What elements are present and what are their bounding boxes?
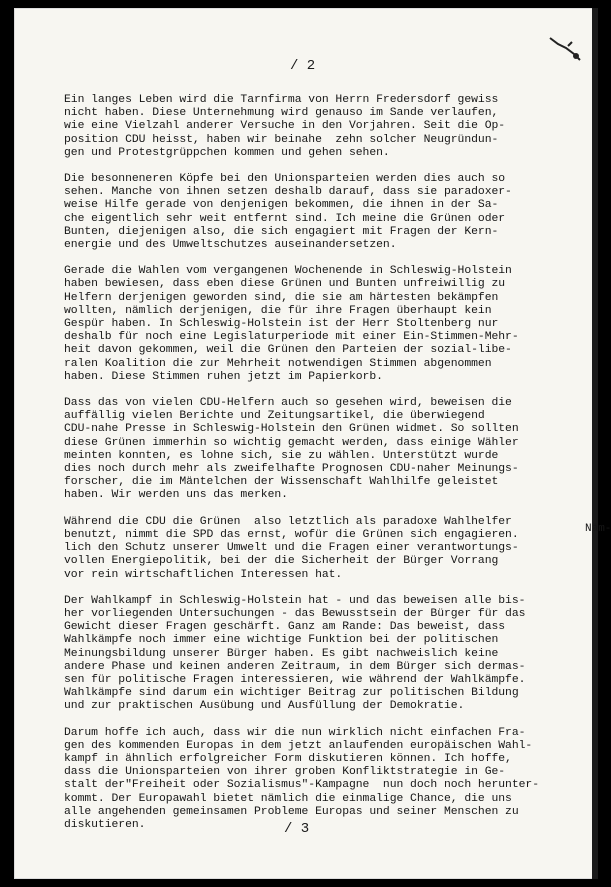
text-line: kommt. Der Europawahl bietet nämlich die einmalige Chance, die uns xyxy=(64,792,512,805)
text-line: kampf in ähnlich erfolgreicher Form diskutieren können. Ich hoffe, xyxy=(64,752,512,765)
text-line: haben. Diese Stimmen ruhen jetzt im Papierkorb. xyxy=(64,370,383,383)
text-line: Wahlkämpfe noch immer eine wichtige Funktion bei der politischen xyxy=(64,634,499,647)
pen-mark-icon xyxy=(544,32,584,68)
text-line: andere Phase und keinen anderen Zeitraum, in dem Bürger sich dermas- xyxy=(64,660,526,673)
text-line: gen des kommenden Europas in dem jetzt anlaufenden europäischen Wahl- xyxy=(64,739,533,752)
text-line: diese Grünen immerhin so wichtig gemacht werden, dass einige Wähler xyxy=(64,436,519,449)
text-line: Während die CDU die Grünen also letztlich als paradoxe Wahlhelfer xyxy=(64,515,512,528)
page-number-bottom: / 3 xyxy=(284,821,310,837)
text-line: che eigentlich sehr weit entfernt sind. Ich meine die Grünen oder xyxy=(64,212,506,225)
paragraph xyxy=(64,727,586,833)
text-line: stalt der"Freiheit oder Sozialismus"-Kampagne nun doch noch herunter- xyxy=(64,779,539,792)
text-line: nicht haben. Diese Unternehmung wird genauso im Sande verlaufen, xyxy=(64,107,499,120)
text-line: dies noch durch mehr als zweifelhafte Prognosen CDU-naher Meinungs- xyxy=(64,463,519,476)
text-line: meinten konnten, es lohne sich, sie zu wählen. Unterstützt wurde xyxy=(64,449,499,462)
text-line: alle angehenden gemeinsamen Probleme Europas und seiner Menschen zu xyxy=(64,805,519,818)
text-line: Darum hoffe ich auch, dass wir die nun wirklich nicht einfachen Fra- xyxy=(64,726,526,739)
text-line: benutzt, nimmt die SPD das ernst, wofür die Grünen sich engagieren. xyxy=(64,528,519,541)
text-line: wollten, nämlich derjenigen, die für ihre Fragen überhaupt kein xyxy=(64,304,492,317)
text-line: forscher, die im Mäntelchen der Wissenschaft Wahlhilfe geleistet xyxy=(64,476,499,489)
text-line: gen und Protestgrüppchen kommen und gehen sehen. xyxy=(64,146,390,159)
text-line: Dass das von vielen CDU-Helfern auch so gesehen wird, beweisen die xyxy=(64,397,512,410)
text-line: sen für politische Fragen interessieren, wie während der Wahlkämpfe. xyxy=(64,673,526,686)
paragraph xyxy=(64,94,586,160)
text-line: haben. Wir werden uns das merken. xyxy=(64,489,288,502)
paragraph xyxy=(64,173,586,252)
page-number-top: / 2 xyxy=(290,58,316,74)
paragraph xyxy=(64,397,586,503)
text-line: Bunten, diejenigen also, die sich engagiert mit Fragen der Kern- xyxy=(64,225,499,238)
text-line: Die besonneneren Köpfe bei den Unionsparteien werden dies auch so xyxy=(64,173,506,186)
text-line: ralen Koalition die zur Mehrheit notwendigen Stimmen abgenommen xyxy=(64,357,492,370)
text-line: Der Wahlkampf in Schleswig-Holstein hat - und das beweisen alle bis- xyxy=(64,594,526,607)
text-line: wie eine Vielzahl anderer Versuche in den Vorjahren. Seit die Op- xyxy=(64,120,506,133)
text-line: Wahlkämpfe sind darum ein wichtiger Beitrag zur politischen Bildung xyxy=(64,687,519,700)
text-line: auffällig vielen Berichte und Zeitungsartikel, die überwiegend xyxy=(64,410,485,423)
text-line: deshalb für noch eine Legislaturperiode mit einer Ein-Stimmen-Mehr- xyxy=(64,331,519,344)
text-line: vor rein wirtschaftlichen Interessen hat. xyxy=(64,568,343,581)
text-line: Gewicht dieser Fragen geschärft. Ganz am Rande: Das beweist, dass xyxy=(64,621,506,634)
text-line: diskutieren. xyxy=(64,818,146,831)
text-line: energie und des Umweltschutzes auseinandersetzen. xyxy=(64,239,397,252)
text-line: position CDU heisst, haben wir beinahe zehn solcher Neugründun- xyxy=(64,133,499,146)
text-line: Helfern derjenigen geworden sind, die sie am härtesten bekämpfen xyxy=(64,291,499,304)
text-line: lich den Schutz unserer Umwelt und die Fragen einer verantwortungs- xyxy=(64,542,519,555)
paragraph xyxy=(64,595,586,714)
text-line: weise Hilfe gerade von denjenigen bekommen, die ihnen in der Sa- xyxy=(64,199,499,212)
text-line: her vorliegenden Untersuchungen - das Bewusstsein der Bürger für das xyxy=(64,607,526,620)
text-line: Meinungsbildung unserer Bürger haben. Es gibt nachweislich keine xyxy=(64,647,499,660)
text-line: vollen Energiepolitik, bei der die Sicherheit der Bürger Vorrang xyxy=(64,555,499,568)
text-line: dass die Unionsparteien von ihrer groben Konfliktstrategie in Ge- xyxy=(64,766,506,779)
paragraph xyxy=(64,265,586,384)
page-edge-shadow xyxy=(592,8,598,879)
text-line: haben bewiesen, dass eben diese Grünen und Bunten unfreiwillig zu xyxy=(64,278,506,291)
text-line: Gespür haben. In Schleswig-Holstein ist der Herr Stoltenberg nur xyxy=(64,318,499,331)
text-line: sehen. Manche von ihnen setzen deshalb darauf, dass sie paradoxer- xyxy=(64,186,512,199)
text-line: Ein langes Leben wird die Tarnfirma von Herrn Fredersdorf gewiss xyxy=(64,94,499,106)
margin-overflow-text: Näm- xyxy=(585,523,611,535)
text-line: CDU-nahe Presse in Schleswig-Holstein den Grünen widmet. So sollten xyxy=(64,423,519,436)
paragraph xyxy=(64,516,586,582)
letter-body xyxy=(64,94,586,845)
text-line: heit davon gekommen, weil die Grünen den Parteien der sozial-libe- xyxy=(64,344,512,357)
document-page xyxy=(14,8,611,879)
text-line: und zur praktischen Ausübung und Ausfüllung der Demokratie. xyxy=(64,700,465,713)
text-line: Gerade die Wahlen vom vergangenen Wochenende in Schleswig-Holstein xyxy=(64,265,512,278)
